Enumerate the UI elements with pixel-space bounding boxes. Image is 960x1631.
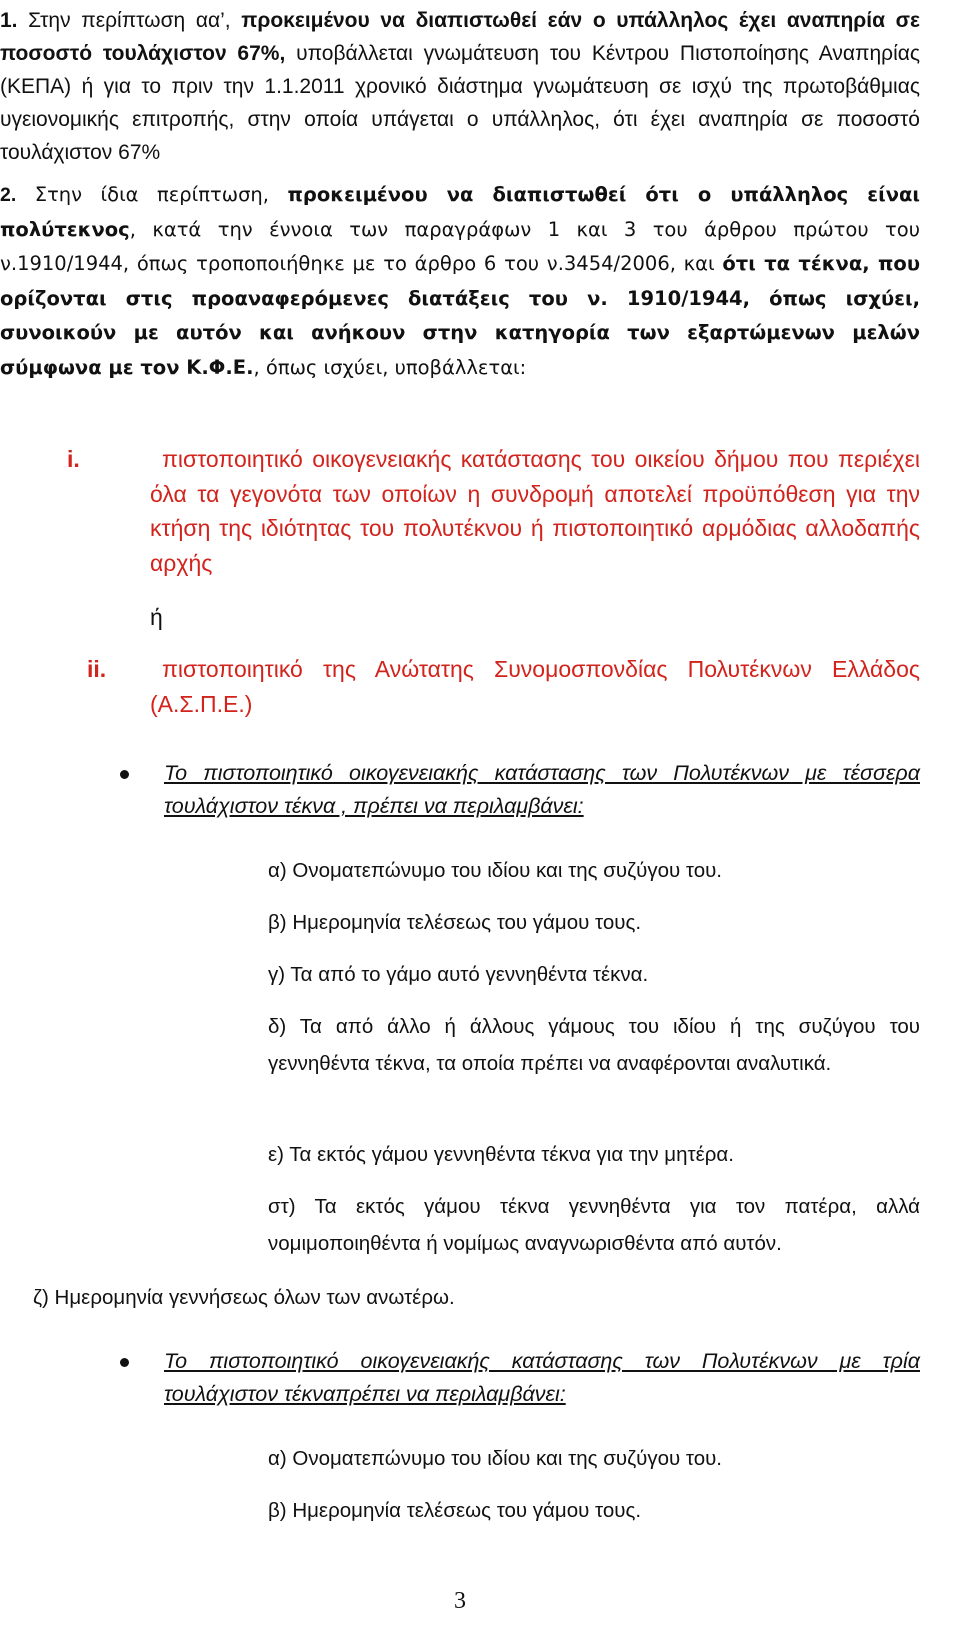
- requirement-item: α) Ονοματεπώνυμο του ιδίου και της συζύγου του.: [268, 1447, 723, 1470]
- bullet-icon: [120, 1358, 129, 1367]
- list-item-number: ii.: [87, 656, 107, 682]
- page-number: 3: [454, 1588, 466, 1614]
- bullet-icon: [120, 770, 129, 779]
- paragraph-2-bold-1: προκειμένου να διαπιστωθεί ότι ο υπάλληλος είναι πολύτεκνος: [0, 183, 920, 241]
- or-separator: ή: [150, 604, 163, 630]
- requirement-item: β) Ημερομηνία τελέσεως του γάμου τους.: [268, 911, 642, 934]
- requirement-item: γ) Τα από το γάμο αυτό γεννηθέντα τέκνα.: [268, 963, 649, 986]
- requirement-item: δ) Τα από άλλο ή άλλους γάμους του ιδίου ή της συζύγου του γεννηθέντα τέκνα, τα οποία πρέπει να αναφέρονται αναλυτικά.: [268, 1015, 920, 1075]
- paragraph-2-bold-2: ότι τα τέκνα, που ορίζονται στις προαναφερόμενες διατάξεις του ν. 1910/1944, όπως ισχύει, συνοικούν με αυτόν και ανήκουν στην κατηγορία των εξαρτώμενων μελών σύμφωνα με τον Κ.Φ.Ε.: [0, 252, 920, 379]
- list-item-text: πιστοποιητικό οικογενειακής κατάστασης του οικείου δήμου που περιέχει όλα τα γεγονότα των οποίων η συνδρομή αποτελεί προϋπόθεση για την κτήση της ιδιότητας του πολυτέκνου ή πιστοποιητικό αρμόδιας αλλοδαπής αρχής: [150, 446, 920, 576]
- paragraph-1-bold: προκειμένου να διαπιστωθεί εάν ο υπάλληλος έχει αναπηρία σε ποσοστό τουλάχιστον 67%,: [0, 9, 920, 65]
- paragraph-1: [0, 4, 920, 169]
- requirement-item: β) Ημερομηνία τελέσεως του γάμου τους.: [268, 1499, 642, 1522]
- requirement-item: ε) Τα εκτός γάμου γεννηθέντα τέκνα για την μητέρα.: [268, 1143, 734, 1166]
- paragraph-2-intro: Στην ίδια περίπτωση,: [16, 183, 288, 206]
- paragraph-1-intro: Στην περίπτωση αα’,: [17, 9, 242, 32]
- paragraph-2-body: , κατά την έννοια των παραγράφων 1 και 3 του άρθρου πρώτου του ν.1910/1944, όπως τροποποιήθηκε με το άρθρο 6 του ν.3454/2006, και: [0, 217, 920, 275]
- requirement-item: α) Ονοματεπώνυμο του ιδίου και της συζύγου του.: [268, 859, 723, 882]
- paragraph-2: [0, 178, 920, 385]
- bullet-heading: Το πιστοποιητικό οικογενειακής κατάστασης των Πολυτέκνων με τρία τουλάχιστον τέκναπρέπει να περιλαμβάνει:: [164, 1349, 920, 1406]
- paragraph-1-body: υποβάλλεται γνωμάτευση του Κέντρου Πιστοποίησης Αναπηρίας (ΚΕΠΑ) ή για το πριν την 1.1.2011 χρονικό διάστημα γνωμάτευση σε ισχύ της πρωτοβάθμιας υγειονομικής επιτροπής, στην οποία υπάγεται ο υπάλληλος, ότι έχει αναπηρία σε ποσοστό τουλάχιστον 67%: [0, 42, 920, 164]
- bullet-heading: Το πιστοποιητικό οικογενειακής κατάστασης των Πολυτέκνων με τέσσερα τουλάχιστον τέκνα , πρέπει να περιλαμβάνει:: [164, 761, 920, 818]
- requirement-item: στ) Τα εκτός γάμου τέκνα γεννηθέντα για τον πατέρα, αλλά νομιμοποιηθέντα ή νομίμως αναγνωρισθέντα από αυτόν.: [268, 1195, 920, 1255]
- list-item-number: i.: [67, 446, 80, 472]
- paragraph-2-end: , όπως ισχύει, υποβάλλεται:: [253, 355, 527, 379]
- paragraph-2-number: 2.: [0, 184, 17, 206]
- list-item-text: πιστοποιητικό της Ανώτατης Συνομοσπονδίας Πολυτέκνων Ελλάδος (Α.Σ.Π.Ε.): [150, 656, 920, 717]
- requirement-item: ζ) Ημερομηνία γεννήσεως όλων των ανωτέρω.: [33, 1286, 455, 1309]
- paragraph-1-number: 1.: [0, 9, 18, 32]
